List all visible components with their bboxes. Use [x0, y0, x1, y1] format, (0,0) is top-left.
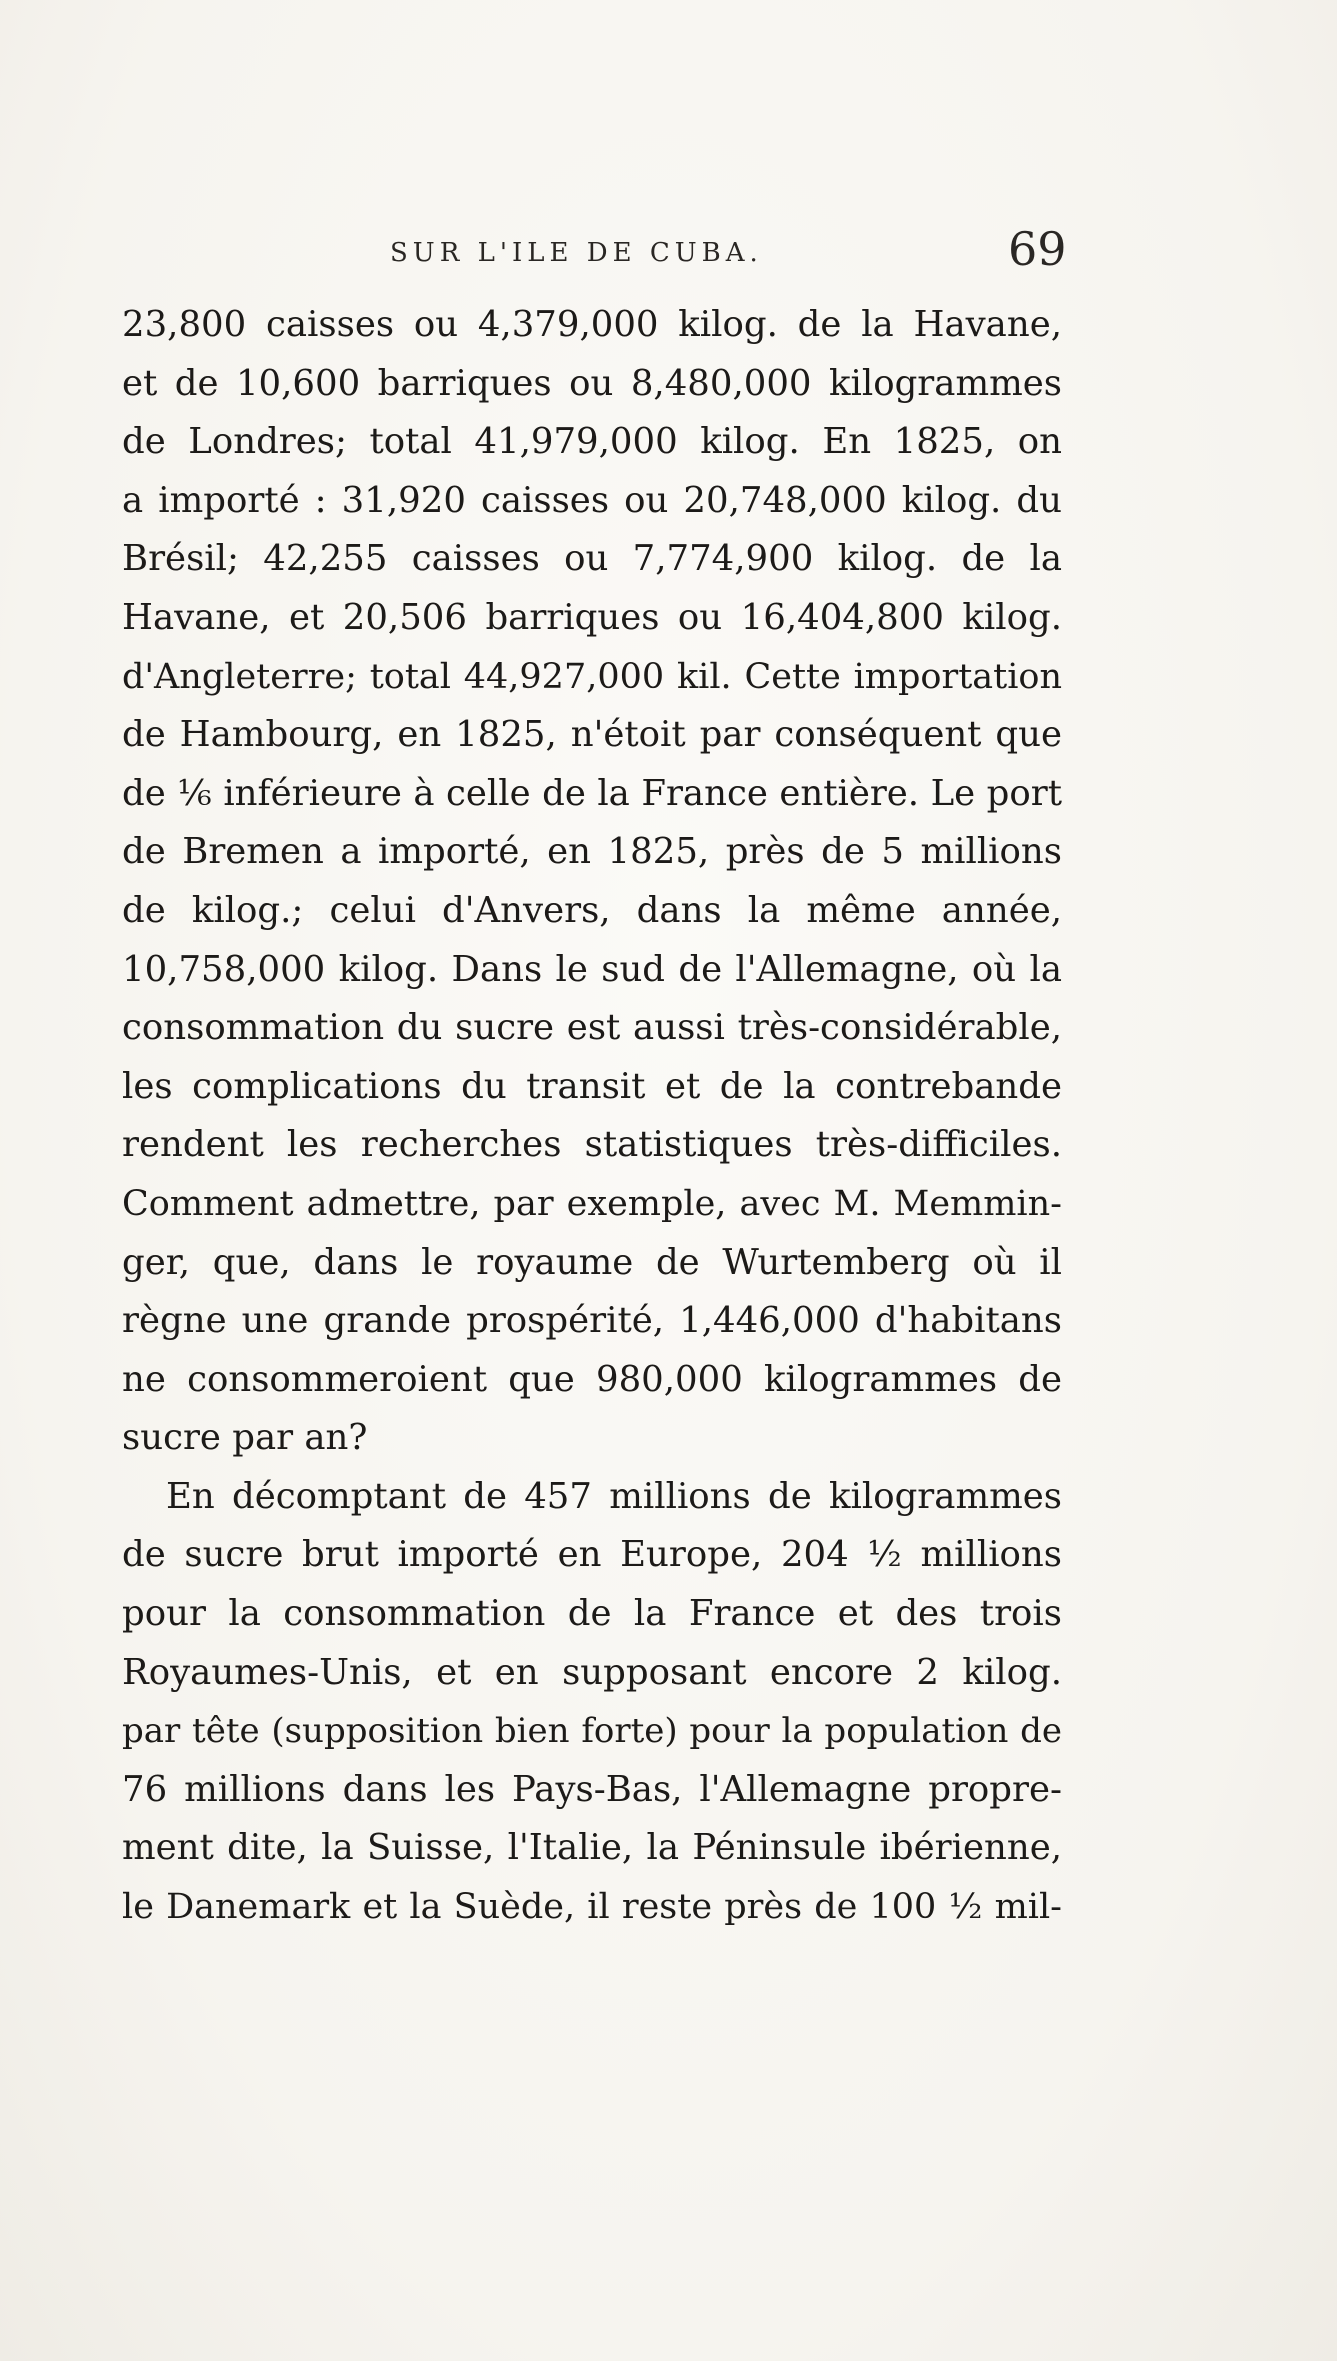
text-line: de sucre brut importé en Europe, 204 ½ millions — [122, 1534, 1062, 1576]
paragraph-start-line: En décomptant de 457 millions de kilogrammes — [166, 1475, 1062, 1517]
text-line: rendent les recherches statistiques très-difficiles. — [122, 1124, 1062, 1166]
text-line: Havane, et 20,506 barriques ou 16,404,800 kilog. — [122, 596, 1062, 638]
text-line: de Hambourg, en 1825, n'étoit par conséquent que — [122, 714, 1062, 756]
text-line: de Bremen a importé, en 1825, près de 5 millions — [122, 831, 1062, 873]
text-line: ger, que, dans le royaume de Wurtemberg où il — [122, 1241, 1062, 1283]
text-line: d'Angleterre; total 44,927,000 kil. Cette importation — [122, 656, 1062, 697]
text-line: de ⅙ inférieure à celle de la France entière. Le port — [122, 772, 1062, 814]
text-line: Royaumes-Unis, et en supposant encore 2 kilog. — [122, 1651, 1062, 1693]
text-line: et de 10,600 barriques ou 8,480,000 kilogrammes — [122, 362, 1062, 404]
text-line: Brésil; 42,255 caisses ou 7,774,900 kilog. de la — [122, 538, 1062, 580]
text-line: a importé : 31,920 caisses ou 20,748,000 kilog. du — [122, 479, 1062, 521]
text-line: par tête (supposition bien forte) pour la population de — [122, 1711, 1062, 1752]
page-number: 69 — [1008, 222, 1067, 276]
text-line: sucre par an? — [122, 1417, 368, 1459]
text-line: règne une grande prospérité, 1,446,000 d'habitans — [122, 1300, 1062, 1342]
text-line: de Londres; total 41,979,000 kilog. En 1825, on — [122, 421, 1062, 463]
text-line: pour la consommation de la France et des trois — [122, 1593, 1062, 1635]
body-text — [122, 296, 1062, 1937]
text-line: consommation du sucre est aussi très-considérable, — [122, 1007, 1062, 1049]
text-line: ne consommeroient que 980,000 kilogrammes de — [122, 1358, 1062, 1400]
text-line: de kilog.; celui d'Anvers, dans la même année, — [122, 889, 1062, 931]
text-line: 76 millions dans les Pays-Bas, l'Allemagne propre- — [122, 1768, 1062, 1810]
text-line: 10,758,000 kilog. Dans le sud de l'Allemagne, où la — [122, 948, 1062, 990]
text-line: Comment admettre, par exemple, avec M. Memmin- — [122, 1183, 1062, 1224]
text-line: ment dite, la Suisse, l'Italie, la Péninsule ibérienne, — [122, 1827, 1062, 1869]
running-head: SUR L'ILE DE CUBA. — [390, 238, 763, 268]
text-line: les complications du transit et de la contrebande — [122, 1065, 1062, 1107]
text-line: le Danemark et la Suède, il reste près de 100 ½ mil- — [122, 1887, 1062, 1928]
text-line: 23,800 caisses ou 4,379,000 kilog. de la Havane, — [122, 304, 1062, 345]
